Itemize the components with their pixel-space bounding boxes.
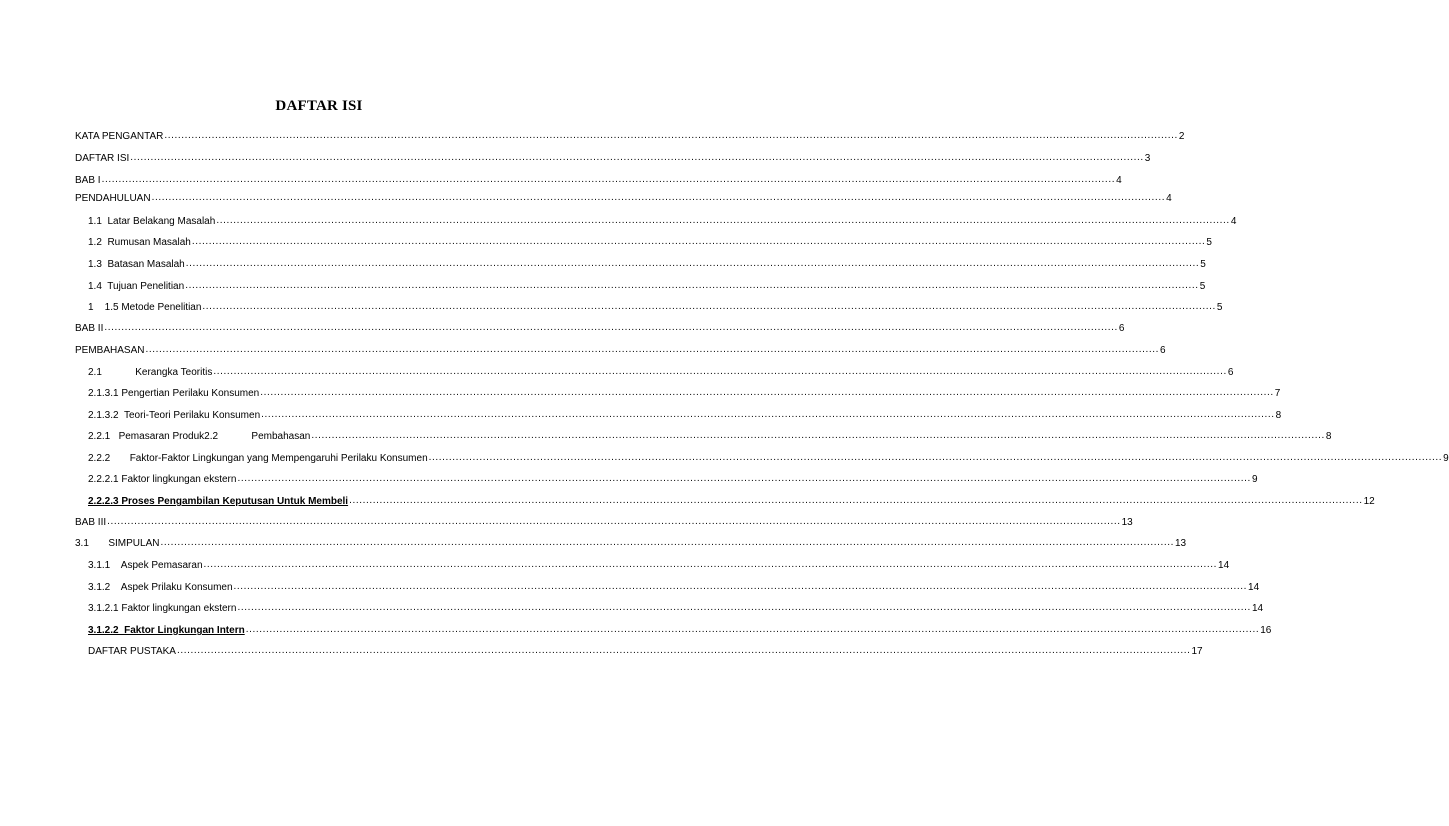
toc-leader: ............................................................................................................................................................................................................................................................................................................ — [145, 344, 1159, 355]
toc-entry-label: 1.1 Latar Belakang Masalah — [88, 216, 216, 227]
toc-entry — [75, 126, 1185, 142]
toc-entry-label: BAB III — [75, 517, 107, 528]
toc-leader: ............................................................................................................................................................................................................................................................................................................ — [261, 409, 1275, 420]
toc-leader: ............................................................................................................................................................................................................................................................................................................ — [428, 452, 1443, 463]
toc-entry-label: 2.1.3.2 Teori-Teori Perilaku Konsumen — [88, 410, 261, 421]
toc-entry — [88, 276, 1206, 292]
toc-entry — [75, 188, 1172, 204]
toc-leader: ............................................................................................................................................................................................................................................................................................................ — [237, 602, 1251, 613]
toc-entry-page: 4 — [1230, 216, 1237, 227]
toc-entry-page: 8 — [1275, 410, 1282, 421]
toc-entry-label: PEMBAHASAN — [75, 345, 145, 356]
toc-entry-page: 5 — [1199, 281, 1206, 292]
toc-entry-page: 14 — [1251, 603, 1264, 614]
toc-entry-page: 6 — [1159, 345, 1166, 356]
toc-entry — [88, 254, 1206, 270]
toc-entry-label: 3.1.2 Aspek Prilaku Konsumen — [88, 582, 233, 593]
toc-entry-label: 1.4 Tujuan Penelitian — [88, 281, 185, 292]
toc-entry-page: 17 — [1191, 646, 1203, 657]
page-title: DAFTAR ISI — [275, 98, 363, 114]
toc-leader: ............................................................................................................................................................................................................................................................................................................ — [311, 430, 1325, 441]
toc-leader: ............................................................................................................................................................................................................................................................................................................ — [176, 645, 1191, 656]
toc-entry-label: 3.1.2.1 Faktor lingkungan ekstern — [88, 603, 237, 614]
toc-entry-page: 9 — [1443, 453, 1449, 464]
toc-entry — [88, 620, 1272, 636]
toc-entry-page: 4 — [1166, 193, 1172, 204]
toc-entry — [75, 512, 1133, 528]
toc-leader: ............................................................................................................................................................................................................................................................................................................ — [245, 624, 1260, 635]
toc-entry-page: 14 — [1248, 582, 1260, 593]
toc-entry — [88, 297, 1223, 313]
toc-leader: ............................................................................................................................................................................................................................................................................................................ — [203, 559, 1218, 570]
toc-leader: ............................................................................................................................................................................................................................................................................................................ — [213, 366, 1227, 377]
toc-entry-page: 6 — [1118, 323, 1125, 334]
toc-entry — [88, 362, 1234, 378]
toc-entry-page: 7 — [1274, 388, 1281, 399]
toc-leader: ............................................................................................................................................................................................................................................................................................................ — [237, 473, 1251, 484]
toc-entry — [88, 491, 1375, 507]
toc-entry-page: 2 — [1178, 131, 1185, 142]
toc-entry — [75, 148, 1151, 164]
toc-entry-label: 2.2.1 Pemasaran Produk2.2 Pembahasan — [88, 431, 311, 442]
toc-entry — [88, 598, 1264, 614]
toc-leader: ............................................................................................................................................................................................................................................................................................................ — [233, 581, 1248, 592]
toc-entry-label: PENDAHULUAN — [75, 193, 151, 204]
toc-leader: ............................................................................................................................................................................................................................................................................................................ — [151, 192, 1166, 203]
toc-leader: ............................................................................................................................................................................................................................................................................................................ — [101, 174, 1116, 185]
toc-entry — [88, 211, 1237, 227]
toc-entry-label: 1 1.5 Metode Penelitian — [88, 302, 202, 313]
toc-leader: ............................................................................................................................................................................................................................................................................................................ — [104, 322, 1118, 333]
toc-leader: ............................................................................................................................................................................................................................................................................................................ — [260, 387, 1274, 398]
toc-entry — [88, 641, 1203, 657]
toc-entry-page: 5 — [1216, 302, 1223, 313]
toc-entry-label: KATA PENGANTAR — [75, 131, 164, 142]
toc-entry — [88, 232, 1212, 248]
toc-entry-label: DAFTAR ISI — [75, 153, 130, 164]
toc-entry-page: 13 — [1121, 517, 1133, 528]
toc-entry — [75, 170, 1122, 186]
toc-entry — [88, 448, 1449, 464]
toc-leader: ............................................................................................................................................................................................................................................................................................................ — [185, 280, 1199, 291]
toc-entry-label: 2.2.2.1 Faktor lingkungan ekstern — [88, 474, 237, 485]
toc-entry-label: 3.1.2.2 Faktor Lingkungan Intern — [88, 625, 245, 636]
toc-entry-label: 2.1.3.1 Pengertian Perilaku Konsumen — [88, 388, 260, 399]
toc-entry-label: 1.3 Batasan Masalah — [88, 259, 185, 270]
toc-leader: ............................................................................................................................................................................................................................................................................................................ — [191, 236, 1206, 247]
toc-entry-label: 3.1 SIMPULAN — [75, 538, 160, 549]
toc-entry-page: 5 — [1200, 259, 1206, 270]
toc-leader: ............................................................................................................................................................................................................................................................................................................ — [202, 301, 1216, 312]
toc-leader: ............................................................................................................................................................................................................................................................................................................ — [160, 537, 1174, 548]
toc-leader: ............................................................................................................................................................................................................................................................................................................ — [164, 130, 1178, 141]
toc-leader: ............................................................................................................................................................................................................................................................................................................ — [216, 215, 1230, 226]
toc-entry-page: 4 — [1116, 175, 1122, 186]
toc-entry-page: 5 — [1206, 237, 1212, 248]
toc-entry-page: 14 — [1218, 560, 1230, 571]
toc-entry-label: DAFTAR PUSTAKA — [88, 646, 176, 657]
toc-entry — [75, 318, 1125, 334]
toc-entry-page: 8 — [1325, 431, 1332, 442]
toc-entry — [88, 426, 1332, 442]
toc-entry-page: 13 — [1174, 538, 1187, 549]
toc-leader: ............................................................................................................................................................................................................................................................................................................ — [107, 516, 1121, 527]
toc-leader: ............................................................................................................................................................................................................................................................................................................ — [130, 152, 1144, 163]
toc-entry — [88, 405, 1282, 421]
toc-entry-label: 2.2.2.3 Proses Pengambilan Keputusan Untuk Membeli — [88, 496, 349, 507]
toc-entry-label: 3.1.1 Aspek Pemasaran — [88, 560, 203, 571]
toc-entry-page: 16 — [1260, 625, 1272, 636]
toc-entry-label: 1.2 Rumusan Masalah — [88, 237, 191, 248]
toc-entry-label: 2.1 Kerangka Teoritis — [88, 367, 213, 378]
toc-entry-label: BAB II — [75, 323, 104, 334]
toc-entry — [88, 577, 1260, 593]
toc-leader: ............................................................................................................................................................................................................................................................................................................ — [349, 495, 1363, 506]
toc-entry-label: 2.2.2 Faktor-Faktor Lingkungan yang Mempengaruhi Perilaku Konsumen — [88, 453, 428, 464]
toc-entry-label: BAB I — [75, 175, 101, 186]
toc-entry-page: 6 — [1227, 367, 1234, 378]
toc-leader: ............................................................................................................................................................................................................................................................................................................ — [185, 258, 1200, 269]
toc-entry-page: 12 — [1363, 496, 1375, 507]
toc-entry — [75, 340, 1166, 356]
toc-entry — [88, 469, 1258, 485]
toc-entry-page: 3 — [1144, 153, 1151, 164]
toc-entry — [88, 555, 1230, 571]
toc-entry — [75, 533, 1187, 549]
toc-entry-page: 9 — [1251, 474, 1258, 485]
toc-entry — [88, 383, 1281, 399]
